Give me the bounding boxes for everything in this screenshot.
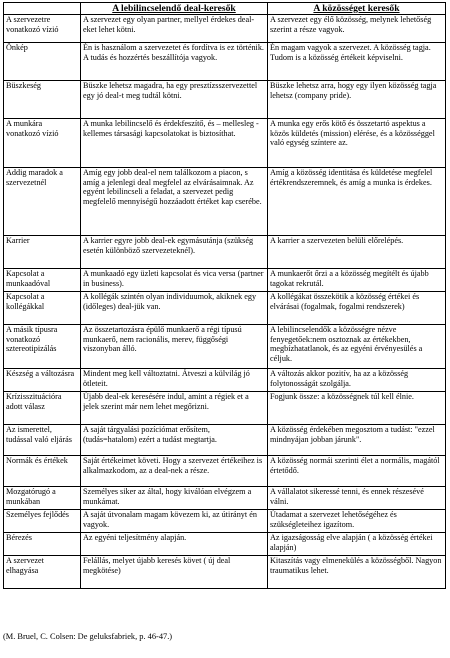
table-row [4, 369, 446, 392]
source-citation: (M. Bruel, C. Colsen: De geluksfabriek, p. 46-47.) [3, 632, 173, 641]
table-row [4, 533, 446, 556]
community-cell: A változás akkor pozitív, ha az a közösség folytonosságát szolgálja. [268, 369, 446, 392]
deal-cell: Felállás, melyet újabb keresés követ ( új deal megkötése) [81, 556, 268, 589]
deal-cell: A munka lebilincselő és érdekfeszítő, és – mellesleg - kellemes társasági kapcsolatokat is biztosíthat. [81, 119, 268, 168]
community-cell: Én magam vagyok a szervezet. A közösség tagja. Tudom is a közösség értékeit képviselni. [268, 43, 446, 81]
community-cell: A közösség érdekében megosztom a tudást: "ezzel mindnyájan jobban járunk". [268, 425, 446, 456]
deal-cell: Én is használom a szervezetet és fordítva is ez történik. A tudás és hozzértés beszállítója vagyok. [81, 43, 268, 81]
table-header-row [4, 3, 446, 15]
deal-cell: Újabb deal-ek keresésére indul, amint a régiek et a jelek szerint már nem lehet megőrizni. [81, 392, 268, 425]
community-cell: Az igazságosság elve alapján ( a közösség értékei alapján) [268, 533, 446, 556]
header-community-seekers: A közösséget keresők [268, 3, 446, 15]
header-deal-seekers: A lebilincselendő deal-keresők [81, 3, 268, 15]
row-label: Karrier [4, 236, 81, 269]
document-page [3, 2, 445, 589]
community-cell: A kollégákat összekötik a közösség értékei és elvárásai (fogalmak, fogalmi rendszerek) [268, 292, 446, 325]
community-cell: A szervezet egy élő közösség, melynek lehetőség szerint a része vagyok. [268, 15, 446, 43]
deal-cell: Az összetartozásra épülő munkaerő a régi típusú munkaerő, nem racionális, merev, függőségi viszonyban álló. [81, 325, 268, 369]
comparison-table [3, 2, 446, 589]
table-row [4, 81, 446, 119]
community-cell: Büszke lehetsz arra, hogy egy ilyen közösség tagja lehetsz (company pride). [268, 81, 446, 119]
table-row [4, 456, 446, 487]
deal-cell: Büszke lehetsz magadra, ha egy presztízsszervezettel egy jó deal-t meg tudtál kötni. [81, 81, 268, 119]
row-label: Bérezés [4, 533, 81, 556]
table-row [4, 556, 446, 589]
deal-cell: A karrier egyre jobb deal-ek egymásutánja (szükség esetén különböző szervezeteknél). [81, 236, 268, 269]
table-row [4, 168, 446, 236]
row-label: Mozgatórugó a munkában [4, 487, 81, 510]
row-label: Büszkeség [4, 81, 81, 119]
community-cell: A munkaerőt őrzi a a közösség megítélt és újabb tagokat rekrutál. [268, 269, 446, 292]
row-label: Az ismerettel, tudással való eljárás [4, 425, 81, 456]
deal-cell: Személyes siker az által, hogy kiválóan elvégzem a munkámat. [81, 487, 268, 510]
table-row [4, 487, 446, 510]
community-cell: Fogjunk össze: a közösségnek túl kell élnie. [268, 392, 446, 425]
deal-cell: A szervezet egy olyan partner, mellyel érdekes deal-eket lehet kötni. [81, 15, 268, 43]
deal-cell: Saját értékeimet követi. Hogy a szervezet értékeihez is alkalmazkodom, az a deal-nek a része. [81, 456, 268, 487]
row-label: Addig maradok a szervezetnél [4, 168, 81, 236]
community-cell: Kitaszítás vagy elmenekülés a közösségből. Nagyon traumatikus lehet. [268, 556, 446, 589]
deal-cell: A kollégák szintén olyan individuumok, akiknek egy (időleges) deal-jük van. [81, 292, 268, 325]
row-label: Normák és értékek [4, 456, 81, 487]
table-row [4, 510, 446, 533]
table-row [4, 292, 446, 325]
community-cell: A karrier a szervezeten belüli előrelépés. [268, 236, 446, 269]
row-label: A szervezet elhagyása [4, 556, 81, 589]
table-row [4, 425, 446, 456]
row-label: Kapcsolat a munkaadóval [4, 269, 81, 292]
community-cell: A közösség normái szerinti élet a normális, magától értetődő. [268, 456, 446, 487]
row-label: A másik típusra vonatkozó sztereotipizálás [4, 325, 81, 369]
community-cell: Útadamat a szervezet lehetőségéhez és szükségleteihez igazítom. [268, 510, 446, 533]
table-row [4, 43, 446, 81]
row-label: Krízisszituációra adott válasz [4, 392, 81, 425]
row-label: Készség a változásra [4, 369, 81, 392]
deal-cell: A saját tárgyalási pozíciómat erősítem, (tudás=hatalom) ezért a tudást megtartja. [81, 425, 268, 456]
deal-cell: Amíg egy jobb deal-el nem találkozom a piacon, s amíg a jelenlegi deal megfelel az elvárásaimnak. Az egyént lebilincseli a feladat, a szervezet pedig megfelelő mennyiségű hozzáadott értéket kap cserébe. [81, 168, 268, 236]
header-empty-cell [4, 3, 81, 15]
deal-cell: A munkaadó egy üzleti kapcsolat és vica versa (partner in business). [81, 269, 268, 292]
table-row [4, 269, 446, 292]
deal-cell: Az egyéni teljesítmény alapján. [81, 533, 268, 556]
row-label: Személyes fejlődés [4, 510, 81, 533]
row-label: A szervezetre vonatkozó vízió [4, 15, 81, 43]
community-cell: A vállalatot sikeressé tenni, és ennek részesévé válni. [268, 487, 446, 510]
community-cell: A munka egy erős kötő és összetartó aspektus a közös küldetés (mission) elérése, és a közösséggel való egység színtere az. [268, 119, 446, 168]
table-row [4, 392, 446, 425]
table-row [4, 236, 446, 269]
table-row [4, 325, 446, 369]
row-label: A munkára vonatkozó vízió [4, 119, 81, 168]
table-row [4, 15, 446, 43]
row-label: Kapcsolat a kollégákkal [4, 292, 81, 325]
table-row [4, 119, 446, 168]
community-cell: A lebilincselendők a közösségre nézve fenyegetőek:nem osztoznak az értékekben, megbízhatatlanok, és az egyéni érvényesülés a céljuk. [268, 325, 446, 369]
community-cell: Amíg a közösség identitása és küldetése megfelel értékrendszeremnek, és amíg a munka is érdekes. [268, 168, 446, 236]
deal-cell: Mindent meg kell változtatni. Átveszi a külvilág jó ötleteit. [81, 369, 268, 392]
row-label: Önkép [4, 43, 81, 81]
deal-cell: A saját útvonalam magam kövezem ki, az útirányt én vagyok. [81, 510, 268, 533]
